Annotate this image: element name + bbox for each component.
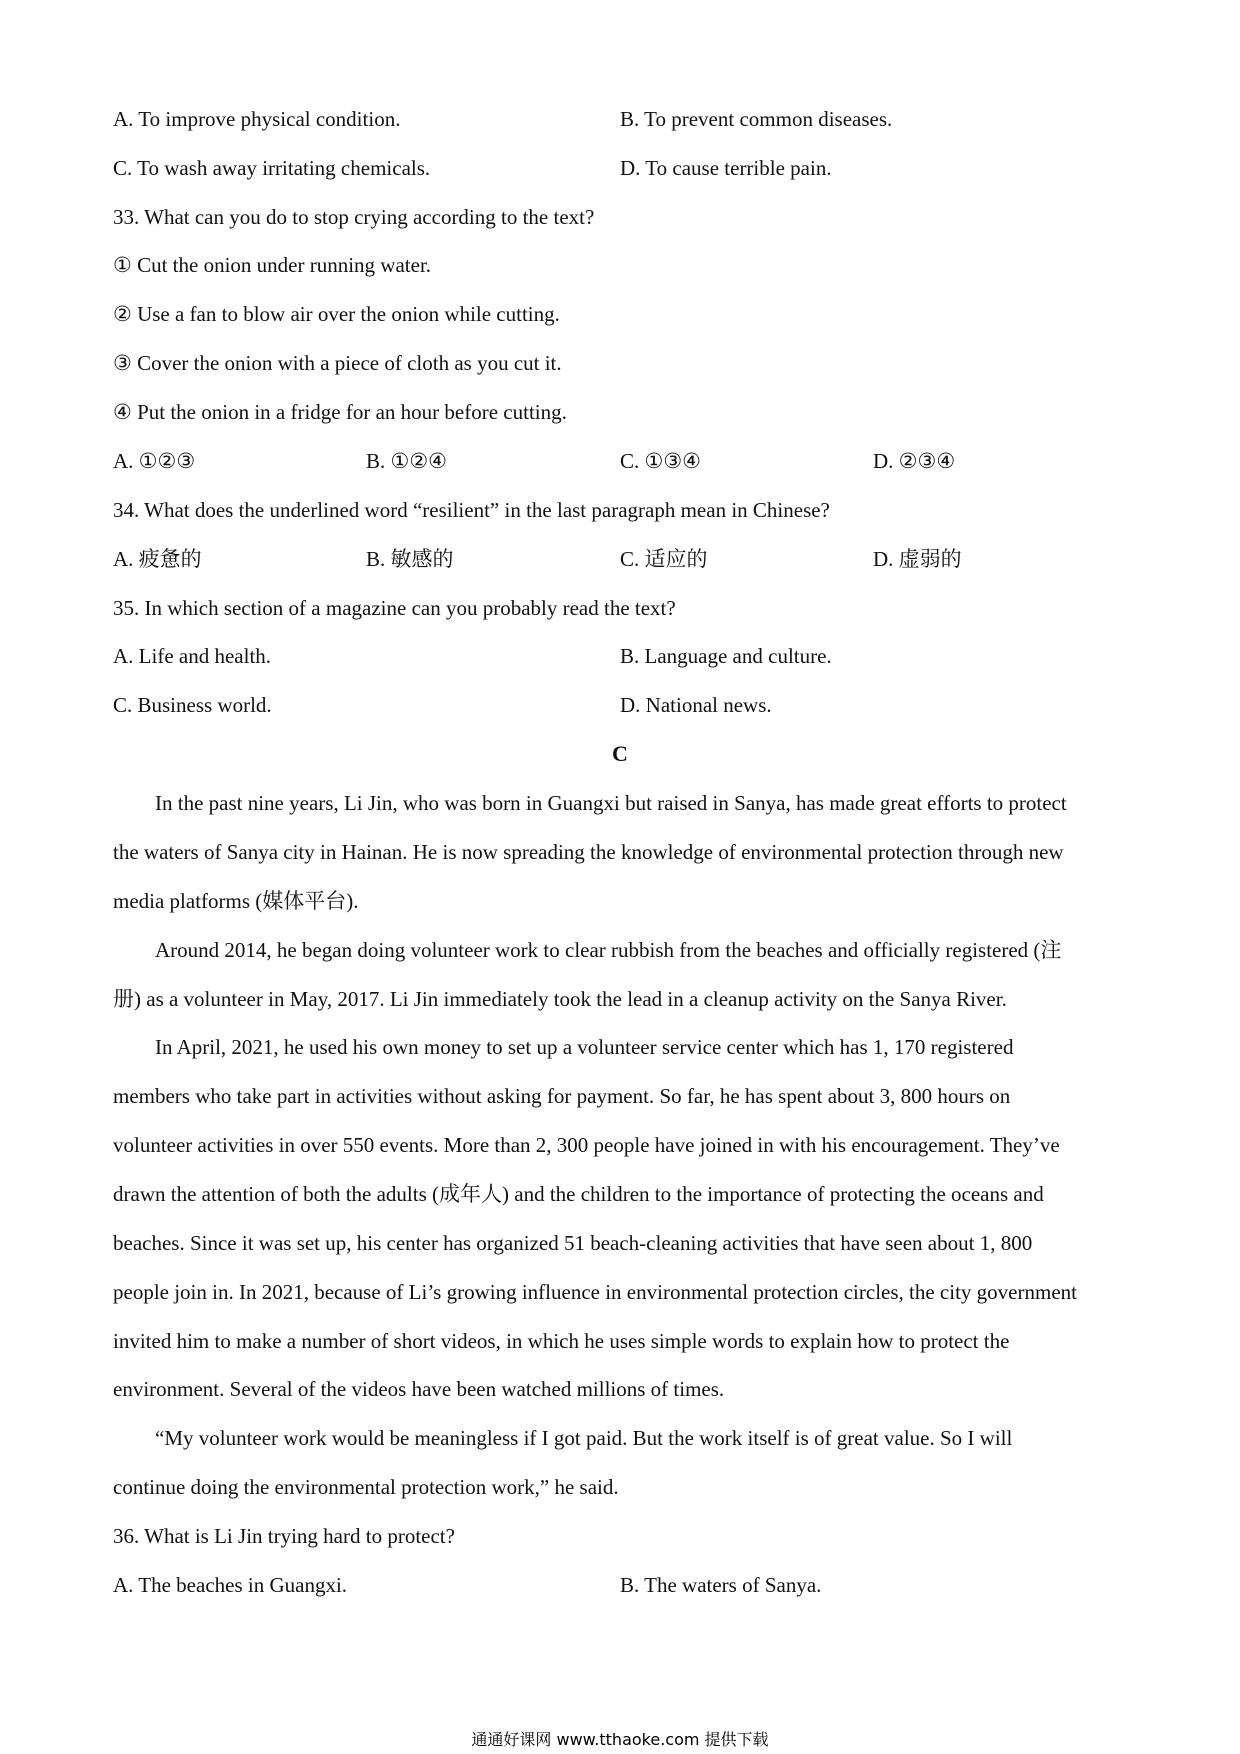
option-b: B. The waters of Sanya. xyxy=(620,1573,822,1597)
option-d: D. National news. xyxy=(620,693,772,717)
option-a: A. The beaches in Guangxi. xyxy=(113,1573,348,1597)
list-item: ④ Put the onion in a fridge for an hour before cutting. xyxy=(113,400,567,424)
passage-line: In April, 2021, he used his own money to set up a volunteer service center which has 1, 170 registered xyxy=(155,1035,1014,1059)
passage-line: the waters of Sanya city in Hainan. He is now spreading the knowledge of environmental protection through new xyxy=(113,840,1064,864)
list-item: ① Cut the onion under running water. xyxy=(113,253,432,277)
passage-line: “My volunteer work would be meaningless if I got paid. But the work itself is of great value. So I will xyxy=(155,1426,1013,1450)
option-a: A. 疲惫的 xyxy=(113,547,202,571)
passage-line: beaches. Since it was set up, his center has organized 51 beach-cleaning activities that have seen about 1, 800 xyxy=(113,1231,1033,1255)
list-item: ② Use a fan to blow air over the onion while cutting. xyxy=(113,302,560,326)
option-d: D. To cause terrible pain. xyxy=(620,156,832,180)
passage-line: members who take part in activities without asking for payment. So far, he has spent about 3, 800 hours on xyxy=(113,1084,1011,1108)
option-b: B. 敏感的 xyxy=(366,547,454,571)
option-c: C. 适应的 xyxy=(620,547,708,571)
question-34: 34. What does the underlined word “resilient” in the last paragraph mean in Chinese? xyxy=(113,498,830,522)
question-36: 36. What is Li Jin trying hard to protect? xyxy=(113,1524,455,1548)
option-b: B. Language and culture. xyxy=(620,644,832,668)
list-item: ③ Cover the onion with a piece of cloth as you cut it. xyxy=(113,351,562,375)
passage-line: In the past nine years, Li Jin, who was born in Guangxi but raised in Sanya, has made great efforts to protect xyxy=(155,791,1067,815)
section-heading: C xyxy=(612,741,628,766)
option-a: A. To improve physical condition. xyxy=(113,107,401,131)
passage-line: environment. Several of the videos have been watched millions of times. xyxy=(113,1377,725,1401)
option-b: B. To prevent common diseases. xyxy=(620,107,893,131)
option-b: B. ①②④ xyxy=(366,449,447,473)
passage-line: drawn the attention of both the adults (成年人) and the children to the importance of protecting the oceans and xyxy=(113,1182,1044,1206)
passage-line: people join in. In 2021, because of Li’s growing influence in environmental protection circles, the city government xyxy=(113,1280,1077,1304)
passage-line: volunteer activities in over 550 events. More than 2, 300 people have joined in with his encouragement. They’ve xyxy=(113,1133,1060,1157)
option-a: A. Life and health. xyxy=(113,644,272,668)
option-d: D. ②③④ xyxy=(873,449,956,473)
passage-line: media platforms (媒体平台). xyxy=(113,889,359,913)
passage-line: invited him to make a number of short videos, in which he uses simple words to explain how to protect the xyxy=(113,1329,1010,1353)
question-35: 35. In which section of a magazine can you probably read the text? xyxy=(113,596,676,620)
question-33: 33. What can you do to stop crying according to the text? xyxy=(113,205,595,229)
option-d: D. 虚弱的 xyxy=(873,547,962,571)
option-c: C. Business world. xyxy=(113,693,272,717)
option-a: A. ①②③ xyxy=(113,449,196,473)
option-c: C. To wash away irritating chemicals. xyxy=(113,156,431,180)
option-c: C. ①③④ xyxy=(620,449,701,473)
passage-line: 册) as a volunteer in May, 2017. Li Jin immediately took the lead in a cleanup activity on the Sanya River. xyxy=(113,987,1007,1011)
passage-line: continue doing the environmental protection work,” he said. xyxy=(113,1475,619,1499)
footer-text: 通通好课网 www.tthaoke.com 提供下载 xyxy=(471,1730,769,1749)
passage-line: Around 2014, he began doing volunteer work to clear rubbish from the beaches and officially registered (注 xyxy=(155,938,1062,962)
